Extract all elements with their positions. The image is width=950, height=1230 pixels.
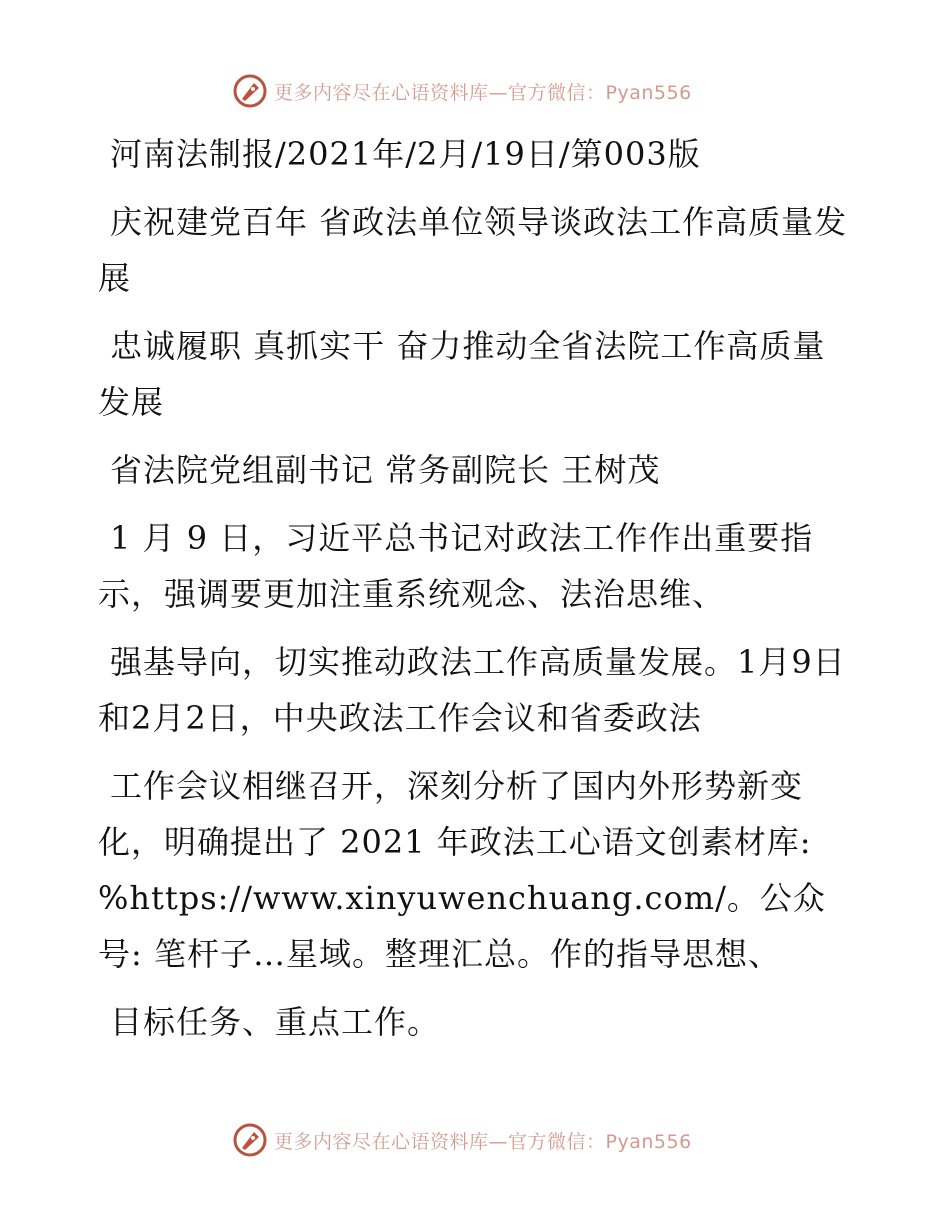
document-body	[98, 126, 850, 1062]
paragraph-article-title: 忠诚履职 真抓实干 奋力推动全省法院工作高质量发展	[98, 327, 826, 421]
paragraph-source: 河南法制报/2021年/2月/19日/第003版	[110, 135, 701, 173]
paragraph-author: 省法院党组副书记 常务副院长 王树茂	[110, 451, 661, 489]
pen-nib-logo-icon	[232, 73, 268, 109]
watermark-banner-bottom	[232, 1120, 692, 1160]
watermark-text: 更多内容尽在心语资料库—官方微信：Pyan556	[274, 1130, 692, 1153]
paragraph-body-3: 工作会议相继召开，深刻分析了国内外形势新变化，明确提出了 2021 年政法工心语文创素材库: %https://www.xinyuwenchuang.com/。公众号: 笔杆子…星域。整理汇总。作的指导思想、	[98, 767, 826, 973]
watermark-text: 更多内容尽在心语资料库—官方微信：Pyan556	[274, 81, 692, 104]
paragraph-series-title: 庆祝建党百年 省政法单位领导谈政法工作高质量发展	[98, 203, 848, 297]
watermark-banner-top	[232, 71, 692, 111]
paragraph-body-4: 目标任务、重点工作。	[110, 1003, 441, 1041]
pen-nib-logo-icon	[232, 1122, 268, 1158]
paragraph-body-1: 1 月 9 日，习近平总书记对政法工作作出重要指示，强调要更加注重系统观念、法治思维、	[98, 519, 814, 613]
paragraph-body-2: 强基导向，切实推动政法工作高质量发展。1月9日和2月2日，中央政法工作会议和省委政法	[98, 643, 846, 737]
